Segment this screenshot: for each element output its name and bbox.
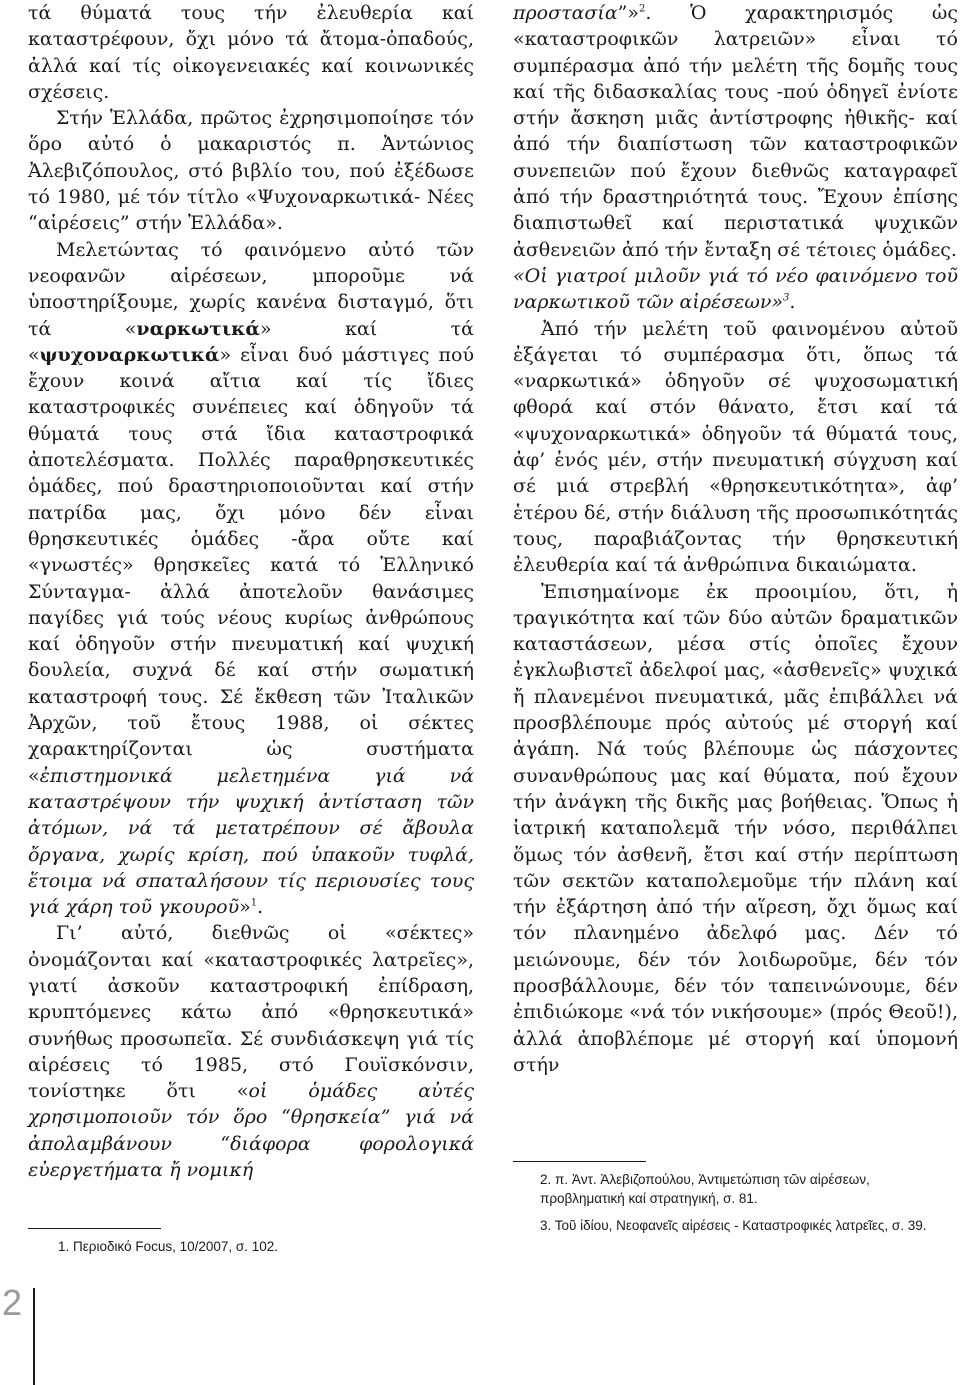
bold-term: ναρκωτικά: [136, 317, 261, 340]
text-run: » εἶναι δυό μάστιγες πού ἔχουν κοινά αἴτια καί τίς ἴδιες καταστροφικές συνέπειες καί ὁδηγοῦν τά θύματά τους στά ἴδια καταστροφικά ἀποτελέσματα. Πολλές παραθρησκευτικές ὁμάδες, πού δραστηριοποιοῦνται καί στήν πατρίδα μας, ὄχι μόνο δέν εἶναι θρησκευτικές ὁμάδες -ἄρα οὔτε καί «γνωστές» θρησκεῖες κατά τό Ἑλληνικό Σύνταγμα- ἀλλά ἀποτελοῦν θανάσιμες παγίδες γιά τούς νέους κυρίως ἀνθρώπους καί ὁδηγοῦν στήν πνευματική καί ψυχική δουλεία, συχνά δέ καί στήν σωματική καταστροφή τους. Σέ ἔκθεση τῶν Ἰταλικῶν Ἀρχῶν, τοῦ ἔτους 1988, οἱ σέκτες χαρακτηρίζονται ὡς συστήματα «: [28, 343, 474, 787]
text-run: .: [257, 896, 264, 919]
footnote-2: 2. π. Ἀντ. Ἀλεβιζοπούλου, Ἀντιμετώπιση τῶν αἱρέσεων, προβληματική καί στρατηγική, σ. 81.: [540, 1172, 870, 1206]
paragraph: [513, 263, 958, 316]
paragraph: Ἐπισημαίνομε ἐκ προοιμίου, ὅτι, ἡ τραγικότητα καί τῶν δύο αὐτῶν δραματικῶν καταστάσεων, μέσα στίς ὁποῖες ἔχουν ἐγκλωβιστεῖ ἀδελφοί μας, «ἀσθενεῖς» ψυχικά ἤ πλανεμένοι πνευματικά, μᾶς ἐπιβάλλει νά προσβλέπουμε πρός αὐτούς μέ στοργή καί ἀγάπη. Νά τούς βλέπουμε ὡς πάσχοντες συνανθρώπους μας καί θύματα, πού ἔχουν τήν ἀνάγκη τῆς δικῆς μας βοήθειας. Ὅπως ἡ ἰατρική καταπολεμᾶ τήν νόσο, περιθάλπει ὅμως τόν ἀσθενῆ, ἔτσι καί στήν περίπτωση τῶν σεκτῶν καταπολεμοῦμε τήν πλάνη καί τήν ἐξάρτηση ἀπό τήν αἵρεση, ὄχι ὅμως καί τόν πλανημένο ἀδελφό μας. Δέν τό μειώνουμε, δέν τόν λοιδωροῦμε, δέν τόν προσβάλλουμε, δέν τόν ταπεινώνουμε, δέν ἐπιδιώκομε «νά τόν νικήσουμε» (πρός Θεοῦ!), ἀλλά ἀποβλέπομε μέ στοργή καί ὑπομονή στήν: [513, 580, 958, 1076]
text-run: » καί τά «: [28, 317, 475, 366]
footnote-ref: 1: [250, 897, 258, 909]
paragraph: [513, 0, 958, 263]
italic-quote: προστασία: [513, 2, 618, 24]
italic-quote: ἐπιστημονικά μελετημένα γιά νά καταστρέψουν τήν ψυχική ἀντίσταση τῶν ἀτόμων, νά τά μετατρέπουν σέ ἄβουλα ὄργανα, χωρίς κρίση, πού ὑπακοῦν τυφλά, ἕτοιμα νά σπαταλήσουν τίς περιουσίες τους γιά χάρη τοῦ γκουροῦ: [28, 764, 474, 919]
paragraph: Στήν Ἑλλάδα, πρῶτος ἐχρησιμοποίησε τόν ὅρο αὐτό ὁ μακαριστός π. Ἀντώνιος Ἀλεβιζόπουλος, στό βιβλίο του, πού ἐξέδωσε τό 1980, μέ τόν τίτλο «Ψυχοναρκωτικά- Νέες “αἱρέσεις” στήν Ἑλλάδα».: [28, 107, 474, 235]
text-run: .: [789, 291, 796, 314]
text-run: »: [239, 896, 251, 919]
footnote-1: 1. Περιοδικό Focus, 10/2007, σ. 102.: [58, 1239, 278, 1254]
italic-quote: «Οἱ γιατροί μιλοῦν γιά τό νέο φαινόμενο τοῦ ναρκωτικοῦ τῶν αἱρέσεων»: [513, 264, 958, 314]
bold-term: ψυχοναρκωτικά: [39, 343, 220, 366]
footnote-separator: [513, 1161, 646, 1162]
paragraph: Ἀπό τήν μελέτη τοῦ φαινομένου αὐτοῦ ἐξάγεται τό συμπέρασμα ὅτι, ὅπως τά «ναρκωτικά» ὁδηγοῦν σέ ψυχοσωματική φθορά καί στόν θάνατο, ἔτσι καί τά «ψυχοναρκωτικά» ὁδηγοῦν τά θύματά τους, ἀφ’ ἑνός μέν, στήν πνευματική σύγχυση καί σέ μιά στρεβλή «θρησκευτικότητα», ἀφ’ ἑτέρου δέ, στήν διάλυση τῆς προσωπικότητάς τους, παραβιάζοντας τήν θρησκευτική ἐλευθερία καί τά ἀνθρώπινα δικαιώματα.: [513, 317, 958, 577]
page-number: 2: [2, 1282, 23, 1323]
footnote-ref: 3: [783, 292, 790, 304]
paragraph: τά θύματά τους τήν ἐλευθερία καί καταστρέφουν, ὄχι μόνο τά ἄτομα-ὀπαδούς, ἀλλά καί τίς οἰκογενειακές καί κοινωνικές σχέσεις.: [28, 2, 474, 103]
footnote-separator: [28, 1228, 161, 1229]
paragraph: [28, 920, 474, 1183]
paragraph: [28, 237, 474, 921]
text-run: Γι’ αὐτό, διεθνῶς οἱ «σέκτες» ὀνομάζονται καί «καταστροφικές λατρεῖες», γιατί ἀσκοῦν καταστροφική ἐπίδραση, κρυπτόμενες κάτω ἀπό «θρησκευτικά» συνήθως προσωπεῖα. Σέ συνδιάσκεψη γιά τίς αἱρέσεις τό 1985, στό Γουϊσκόνσιν, τονίστηκε ὅτι «: [28, 922, 474, 1103]
footnote-3: 3. Τοῦ ἰδίου, Νεοφανεῖς αἱρέσεις - Καταστροφικές λατρεῖες, σ. 39.: [540, 1218, 927, 1233]
italic-quote: οἱ ὁμάδες αὐτές χρησιμοποιοῦν τόν ὅρο “θρησκεία” γιά νά ἀπολαμβάνουν “διάφορα φορολογικά εὐεργετήματα ἤ νομική: [28, 1080, 475, 1182]
text-run: ”»: [617, 2, 640, 24]
text-run: Μελετώντας τό φαινόμενο αὐτό τῶν νεοφανῶν αἱρέσεων, μποροῦμε νά ὑποστηρίξουμε, χωρίς κανένα δισταγμό, ὅτι τά «: [28, 238, 474, 340]
margin-rule: [33, 1288, 35, 1385]
right-column: [513, 0, 958, 1078]
text-run: . Ὁ χαρακτηρισμός ὡς «καταστροφικῶν λατρειῶν» εἶναι τό συμπέρασμα ἀπό τήν μελέτη τῆς δομῆς τους καί τῆς διδασκαλίας τους -πού ὁδηγεῖ ἐνίοτε στήν ἄσκηση μιᾶς ἀντίστροφης ἠθικῆς- καί ἀπό τήν διαπίστωση τῶν καταστροφικῶν συνεπειῶν πού ἔχουν διεθνῶς καταγραφεῖ ἀπό τήν δραστηριότητά τους. Ἔχουν ἐπίσης διαπιστωθεῖ καί περιστατικά ψυχικῶν ἀσθενειῶν ἀπό τήν ἔνταξη σέ τέτοιες ὁμάδες.: [513, 2, 958, 261]
footnote-ref: 2: [639, 3, 646, 15]
left-column: [28, 0, 474, 1183]
